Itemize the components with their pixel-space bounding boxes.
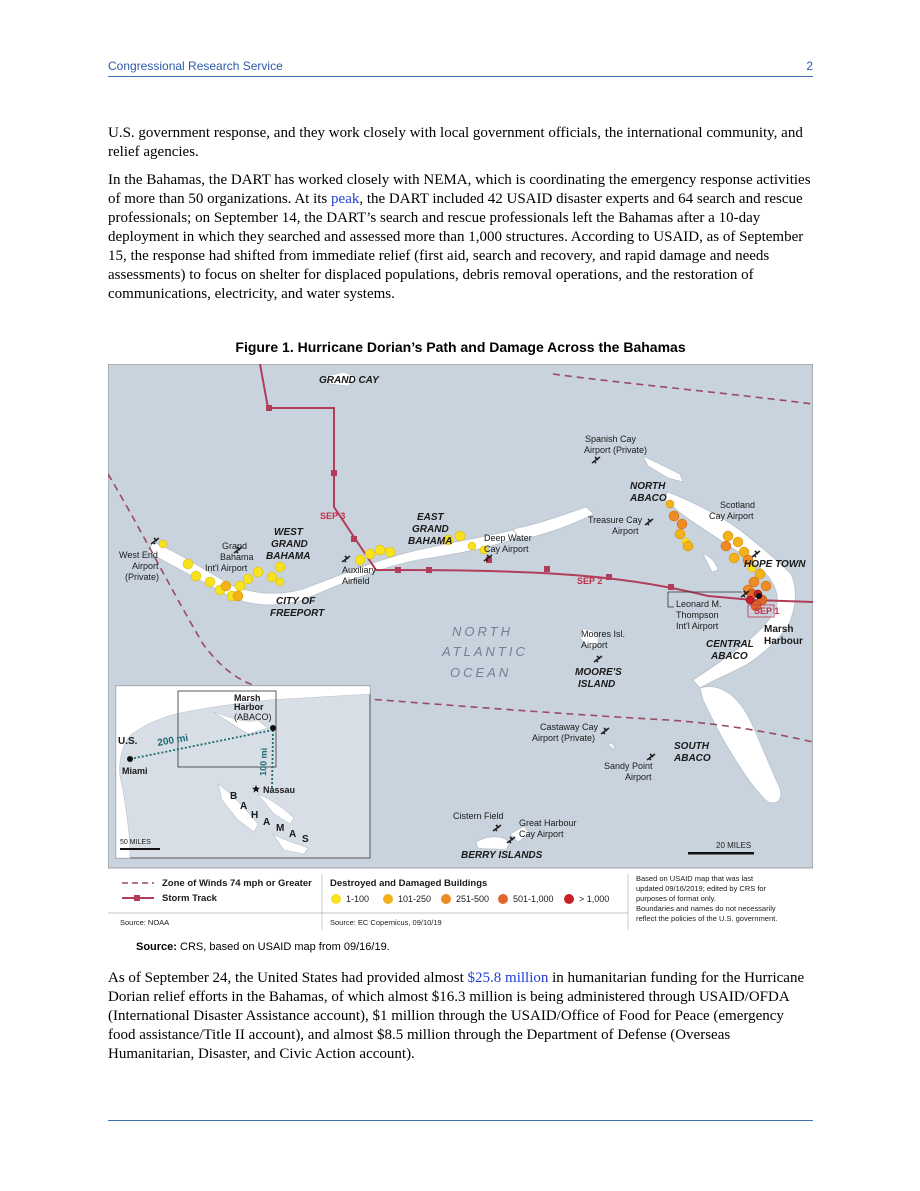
svg-text:Int'l Airport: Int'l Airport <box>205 563 248 573</box>
paragraph-1: U.S. government response, and they work closely with local government officials, the international community, and relief agencies. <box>108 125 803 160</box>
svg-text:Int'l Airport: Int'l Airport <box>676 621 719 631</box>
label-ocean-3: OCEAN <box>450 665 512 680</box>
svg-text:H: H <box>251 810 259 821</box>
legend-label-2: 101-250 <box>398 894 432 904</box>
svg-text:Leonard M.: Leonard M. <box>676 599 722 609</box>
date-sep1: SEP 1 <box>754 606 780 616</box>
svg-text:Miami: Miami <box>122 766 148 776</box>
label-south-abaco-1: SOUTH <box>674 741 709 752</box>
label-moores-2: ISLAND <box>578 679 616 690</box>
legend-label-5: > 1,000 <box>579 894 610 904</box>
svg-text:Thompson: Thompson <box>676 610 719 620</box>
svg-text:M: M <box>276 823 285 834</box>
svg-text:Scotland: Scotland <box>720 500 756 510</box>
date-sep3: SEP 3 <box>320 511 346 521</box>
svg-text:purposes of format only.: purposes of format only. <box>636 894 716 903</box>
svg-text:Castaway Cay: Castaway Cay <box>540 722 599 732</box>
date-sep2: SEP 2 <box>577 576 603 586</box>
svg-text:50 MILES: 50 MILES <box>120 839 151 846</box>
legend <box>108 868 813 934</box>
svg-text:Airport (Private): Airport (Private) <box>584 445 648 455</box>
label-hope-town: HOPE TOWN <box>744 559 806 570</box>
svg-text:Harbor: Harbor <box>234 702 264 712</box>
label-north-abaco-1: NORTH <box>630 481 666 492</box>
label-moores-1: MOORE'S <box>575 667 622 678</box>
figure-title: Figure 1. Hurricane Dorian’s Path and Damage Across the Bahamas <box>235 339 686 355</box>
svg-text:Airport: Airport <box>625 772 652 782</box>
svg-text:Nassau: Nassau <box>263 785 296 795</box>
page-header <box>108 58 813 76</box>
legend-source-left: Source: NOAA <box>120 918 170 927</box>
svg-text:Spanish Cay: Spanish Cay <box>585 434 637 444</box>
legend-dot-2 <box>383 894 393 904</box>
svg-text:Airport (Private): Airport (Private) <box>532 733 596 743</box>
svg-text:Grand: Grand <box>222 541 248 551</box>
svg-text:Cay Airport: Cay Airport <box>484 544 529 554</box>
svg-text:S: S <box>302 834 309 845</box>
legend-dot-1 <box>331 894 341 904</box>
label-marsh-harbour-2: Harbour <box>764 636 803 647</box>
label-east-gb-2: GRAND <box>412 524 449 535</box>
svg-text:200 mi: 200 mi <box>156 732 190 749</box>
svg-text:A: A <box>240 801 248 812</box>
svg-text:Auxiliary: Auxiliary <box>342 565 377 575</box>
paragraph-3-text-b: in humanitarian funding for the Hurricane Dorian relief efforts in the Bahamas, of which almost $16.3 million is being administered through USAID/OFDA (International Disaster Assistance account), $1 million through the USAID/Office of Food for Peace (emergency food assistance/Title II account), and almost $8.5 million through the Department of Defense (Overseas Humanitarian, Disaster, and Civic Action account). <box>108 970 805 1062</box>
label-east-gb-1: EAST <box>417 512 444 523</box>
paragraph-3 <box>108 969 813 1064</box>
figure-source-label: Source: <box>136 941 177 953</box>
legend-source-mid: Source: EC Copernicus, 09/10/19 <box>330 918 442 927</box>
label-east-gb-3: BAHAMA <box>408 536 453 547</box>
label-ocean-1: NORTH <box>452 624 513 639</box>
label-west-gb-3: BAHAMA <box>266 551 311 562</box>
page-number: 2 <box>806 59 813 73</box>
svg-text:West End: West End <box>119 550 158 560</box>
legend-label-1: 1-100 <box>346 894 370 904</box>
svg-text:Deep Water: Deep Water <box>484 533 532 543</box>
legend-zone: Zone of Winds 74 mph or Greater <box>162 878 312 889</box>
label-west-gb-2: GRAND <box>271 539 308 550</box>
svg-text:Based on USAID map that was la: Based on USAID map that was last <box>636 874 754 883</box>
svg-text:(Private): (Private) <box>125 572 160 582</box>
figure-source-text: CRS, based on USAID map from 09/16/19. <box>176 941 390 953</box>
legend-damage-title: Destroyed and Damaged Buildings <box>330 878 488 889</box>
svg-text:Sandy Point: Sandy Point <box>604 761 653 771</box>
funding-link[interactable]: $25.8 million <box>467 970 549 986</box>
label-south-abaco-2: ABACO <box>674 753 711 764</box>
svg-text:Boundaries and names do not ne: Boundaries and names do not necessarily <box>636 904 776 913</box>
label-ocean-2: ATLANTIC <box>442 644 528 659</box>
legend-dot-5 <box>564 894 574 904</box>
svg-text:Airport: Airport <box>581 640 608 650</box>
label-berry-islands: BERRY ISLANDS <box>461 850 543 861</box>
scale-label: 20 MILES <box>716 841 752 850</box>
svg-text:Cistern Field: Cistern Field <box>453 811 504 821</box>
svg-text:Moores Isl.: Moores Isl. <box>581 629 626 639</box>
svg-text:Cay Airport: Cay Airport <box>709 511 754 521</box>
svg-text:updated 09/16/2019; edited by: updated 09/16/2019; edited by CRS for <box>636 884 767 893</box>
svg-text:(ABACO): (ABACO) <box>234 712 272 722</box>
inset-map <box>116 686 370 858</box>
svg-text:reflect the policies of the U.: reflect the policies of the U.S. government. <box>636 914 778 923</box>
paragraph-2 <box>108 171 813 304</box>
legend-dot-4 <box>498 894 508 904</box>
label-freeport-2: FREEPORT <box>270 608 325 619</box>
svg-text:B: B <box>230 791 238 802</box>
svg-text:Airport: Airport <box>132 561 159 571</box>
label-grand-cay: GRAND CAY <box>319 375 379 386</box>
footer-rule <box>108 1120 813 1121</box>
label-central-abaco-2: ABACO <box>711 651 748 662</box>
marsh-harbour-dot <box>756 593 762 599</box>
paragraph-2-text-b: , the DART included 42 USAID disaster experts and 64 search and rescue professionals; on September 14, the DART’s search and rescue professionals left the Bahamas after a 10-day deployment in which they searched and assessed more than 1,000 structures. According to USAID, as of September 15, the response had shifted from immediate relief (first aid, search and recovery, and rapid damage and needs assessments) to focus on shelter for displaced populations, debris removal operations, and the restoration of communications, electricity, and water systems. <box>108 191 804 302</box>
legend-track: Storm Track <box>162 893 217 904</box>
svg-text:Marsh: Marsh <box>234 693 261 703</box>
label-freeport-1: CITY OF <box>276 596 316 607</box>
figure-source <box>136 941 390 953</box>
legend-dot-3 <box>441 894 451 904</box>
legend-label-4: 501-1,000 <box>513 894 554 904</box>
header-title: Congressional Research Service <box>108 59 283 73</box>
header-rule <box>108 76 813 77</box>
svg-text:A: A <box>263 817 271 828</box>
paragraph-2-text-a: In the Bahamas, the DART has worked closely with NEMA, which is coordinating the emergency response activities of more than 50 organizations. At its <box>108 172 811 207</box>
label-marsh-harbour-1: Marsh <box>764 624 794 635</box>
legend-label-3: 251-500 <box>456 894 490 904</box>
label-central-abaco-1: CENTRAL <box>706 639 754 650</box>
hurricane-map <box>108 364 813 934</box>
label-west-gb-1: WEST <box>274 527 303 538</box>
svg-text:U.S.: U.S. <box>118 736 138 747</box>
label-north-abaco-2: ABACO <box>630 493 667 504</box>
svg-text:Airfield: Airfield <box>342 576 370 586</box>
paragraph-3-text-a: As of September 24, the United States had provided almost <box>108 970 468 986</box>
svg-text:Cay Airport: Cay Airport <box>519 829 564 839</box>
svg-text:Great Harbour: Great Harbour <box>519 818 577 828</box>
svg-text:A: A <box>289 829 297 840</box>
svg-text:Airport: Airport <box>612 526 639 536</box>
peak-link[interactable]: peak <box>331 191 360 207</box>
svg-text:Bahama: Bahama <box>220 552 254 562</box>
svg-text:100 mi: 100 mi <box>258 747 269 777</box>
svg-text:Treasure Cay: Treasure Cay <box>588 515 643 525</box>
